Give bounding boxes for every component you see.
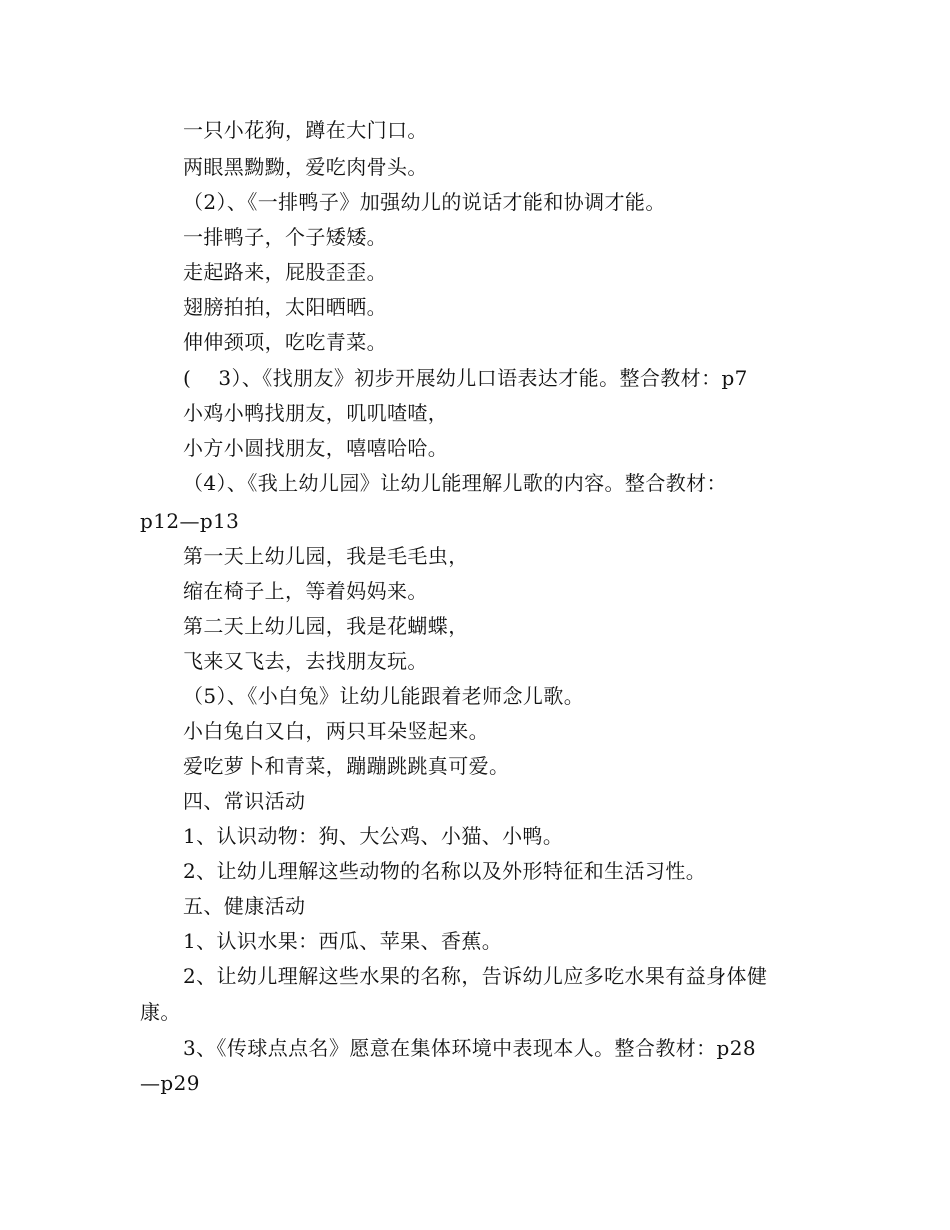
text-line: 两眼黑黝黝，爱吃肉骨头。 xyxy=(183,155,428,179)
text-line: 2、让幼儿理解这些动物的名称以及外形特征和生活习性。 xyxy=(183,859,707,883)
text-line: ( 3）、《找朋友》初步开展幼儿口语表达才能。整合教材：p7 xyxy=(183,366,748,390)
text-line: 1、认识水果：西瓜、苹果、香蕉。 xyxy=(183,929,503,953)
text-line: 一排鸭子，个子矮矮。 xyxy=(183,225,387,249)
text-line: 走起路来，屁股歪歪。 xyxy=(183,260,387,284)
text-line: 3、《传球点点名》愿意在集体环境中表现本人。整合教材：p28 xyxy=(183,1036,756,1060)
text-line: —p29 xyxy=(140,1071,200,1095)
text-line: 飞来又飞去，去找朋友玩。 xyxy=(183,649,428,673)
text-line: 缩在椅子上，等着妈妈来。 xyxy=(183,579,428,603)
section-heading: 五、健康活动 xyxy=(183,894,306,918)
text-line: p12—p13 xyxy=(140,509,240,533)
text-line: （5）、《小白兔》让幼儿能跟着老师念儿歌。 xyxy=(183,684,585,708)
text-line: 爱吃萝卜和青菜，蹦蹦跳跳真可爱。 xyxy=(183,754,510,778)
text-line: （2）、《一排鸭子》加强幼儿的说话才能和协调才能。 xyxy=(183,190,666,214)
text-line: 翅膀拍拍，太阳晒晒。 xyxy=(183,295,387,319)
text-line: 第二天上幼儿园，我是花蝴蝶， xyxy=(183,614,469,638)
text-line: 伸伸颈项，吃吃青菜。 xyxy=(183,330,387,354)
text-line: 小方小圆找朋友，嘻嘻哈哈。 xyxy=(183,436,449,460)
text-line: 第一天上幼儿园，我是毛毛虫， xyxy=(183,544,469,568)
text-line: 小鸡小鸭找朋友，叽叽喳喳， xyxy=(183,401,449,425)
text-line: 小白兔白又白，两只耳朵竖起来。 xyxy=(183,719,489,743)
text-line: 一只小花狗，蹲在大门口。 xyxy=(183,118,428,142)
text-line: 2、让幼儿理解这些水果的名称，告诉幼儿应多吃水果有益身体健 xyxy=(183,964,768,988)
text-line: （4）、《我上幼儿园》让幼儿能理解儿歌的内容。整合教材： xyxy=(183,471,727,495)
section-heading: 四、常识活动 xyxy=(183,789,306,813)
text-line: 1、认识动物：狗、大公鸡、小猫、小鸭。 xyxy=(183,824,564,848)
text-line: 康。 xyxy=(140,1000,181,1024)
